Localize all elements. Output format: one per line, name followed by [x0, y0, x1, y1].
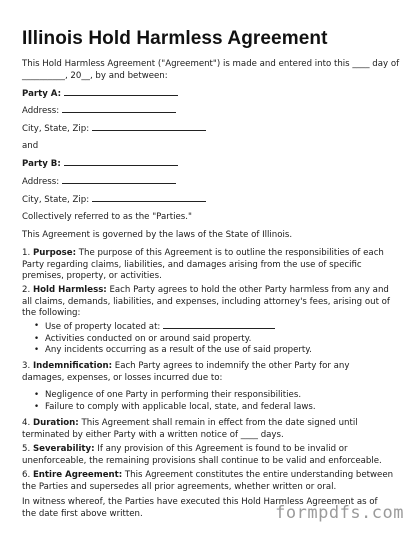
- section-number: 4.: [22, 418, 31, 428]
- section-heading: Severability:: [32, 444, 95, 454]
- party-a-city-label: City, State, Zip:: [22, 124, 90, 134]
- section-text: Each Party agrees to hold the other Party harmless from any and all claims, demands, liabilities, and expenses, including attorney's fees, arising out of the following:: [22, 285, 390, 318]
- section-entire-agreement: [22, 470, 394, 493]
- property-location-blank[interactable]: [163, 321, 275, 329]
- party-a-label: Party A:: [22, 89, 62, 99]
- intro-line-2: __________, 20__, by and between:: [22, 70, 168, 81]
- section-purpose: [22, 248, 394, 283]
- intro-line-1: This Hold Harmless Agreement ("Agreement") is made and entered into this ____ day of: [22, 59, 400, 69]
- party-a-blank[interactable]: [64, 88, 178, 96]
- section-hold-harmless: [22, 285, 394, 320]
- watermark: formpdfs.com: [275, 503, 404, 523]
- section-heading: Duration:: [32, 418, 79, 428]
- party-a-city-field: [22, 123, 206, 136]
- list-item: • Use of property located at:: [32, 321, 312, 334]
- party-b-address-label: Address:: [22, 177, 60, 187]
- section-duration: [22, 418, 394, 441]
- and-text: and: [22, 141, 39, 151]
- party-a-address-label: Address:: [22, 106, 60, 116]
- party-b-field: [22, 158, 178, 171]
- list-item: • Activities conducted on or around said property.: [32, 334, 312, 346]
- party-b-city-label: City, State, Zip:: [22, 195, 90, 205]
- list-item: • Negligence of one Party in performing their responsibilities.: [32, 390, 316, 402]
- section-severability: [22, 444, 394, 467]
- party-b-city-field: [22, 194, 206, 207]
- section-text: The purpose of this Agreement is to outline the responsibilities of each Party regarding claims, liabilities, and damages arising from the use of specific premises, property, or activities.: [22, 248, 384, 281]
- hold-harmless-list: [32, 321, 312, 357]
- section-text: If any provision of this Agreement is found to be invalid or unenforceable, the remaining provisions shall continue to be valid and enforceable.: [22, 444, 382, 466]
- section-heading: Purpose:: [32, 248, 77, 258]
- party-a-field: [22, 88, 178, 101]
- section-text: Each Party agrees to indemnify the other Party for any damages, expenses, or losses incurred due to:: [22, 361, 350, 383]
- document-title: Illinois Hold Harmless Agreement: [22, 28, 328, 49]
- section-heading: Hold Harmless:: [32, 285, 107, 295]
- section-heading: Indemnification:: [32, 361, 113, 371]
- party-b-city-blank[interactable]: [92, 194, 206, 202]
- party-a-address-field: [22, 105, 176, 118]
- section-number: 1.: [22, 248, 31, 258]
- indemnification-list: [32, 390, 316, 413]
- collective-text: Collectively referred to as the "Parties.": [22, 212, 192, 222]
- party-b-address-field: [22, 176, 176, 189]
- section-text: This Agreement shall remain in effect from the date signed until terminated by either Party with a written notice of ____ days.: [22, 418, 358, 440]
- closing-text: In witness whereof, the Parties have executed this Hold Harmless Agreement as of the date first above written.: [22, 497, 378, 519]
- section-number: 2.: [22, 285, 31, 295]
- party-b-address-blank[interactable]: [62, 176, 176, 184]
- section-indemnification: [22, 361, 394, 384]
- section-number: 5.: [22, 444, 31, 454]
- party-a-address-blank[interactable]: [62, 105, 176, 113]
- section-text: This Agreement constitutes the entire understanding between the Parties and supersedes all prior agreements, whether written or oral.: [22, 470, 394, 492]
- section-heading: Entire Agreement:: [32, 470, 123, 480]
- list-item: • Any incidents occurring as a result of the use of said property.: [32, 345, 312, 357]
- governing-law-text: This Agreement is governed by the laws of the State of Illinois.: [22, 230, 293, 240]
- section-number: 3.: [22, 361, 31, 371]
- party-a-city-blank[interactable]: [92, 123, 206, 131]
- party-b-blank[interactable]: [64, 158, 178, 166]
- list-item: • Failure to comply with applicable local, state, and federal laws.: [32, 402, 316, 414]
- section-number: 6.: [22, 470, 31, 480]
- party-b-label: Party B:: [22, 159, 61, 169]
